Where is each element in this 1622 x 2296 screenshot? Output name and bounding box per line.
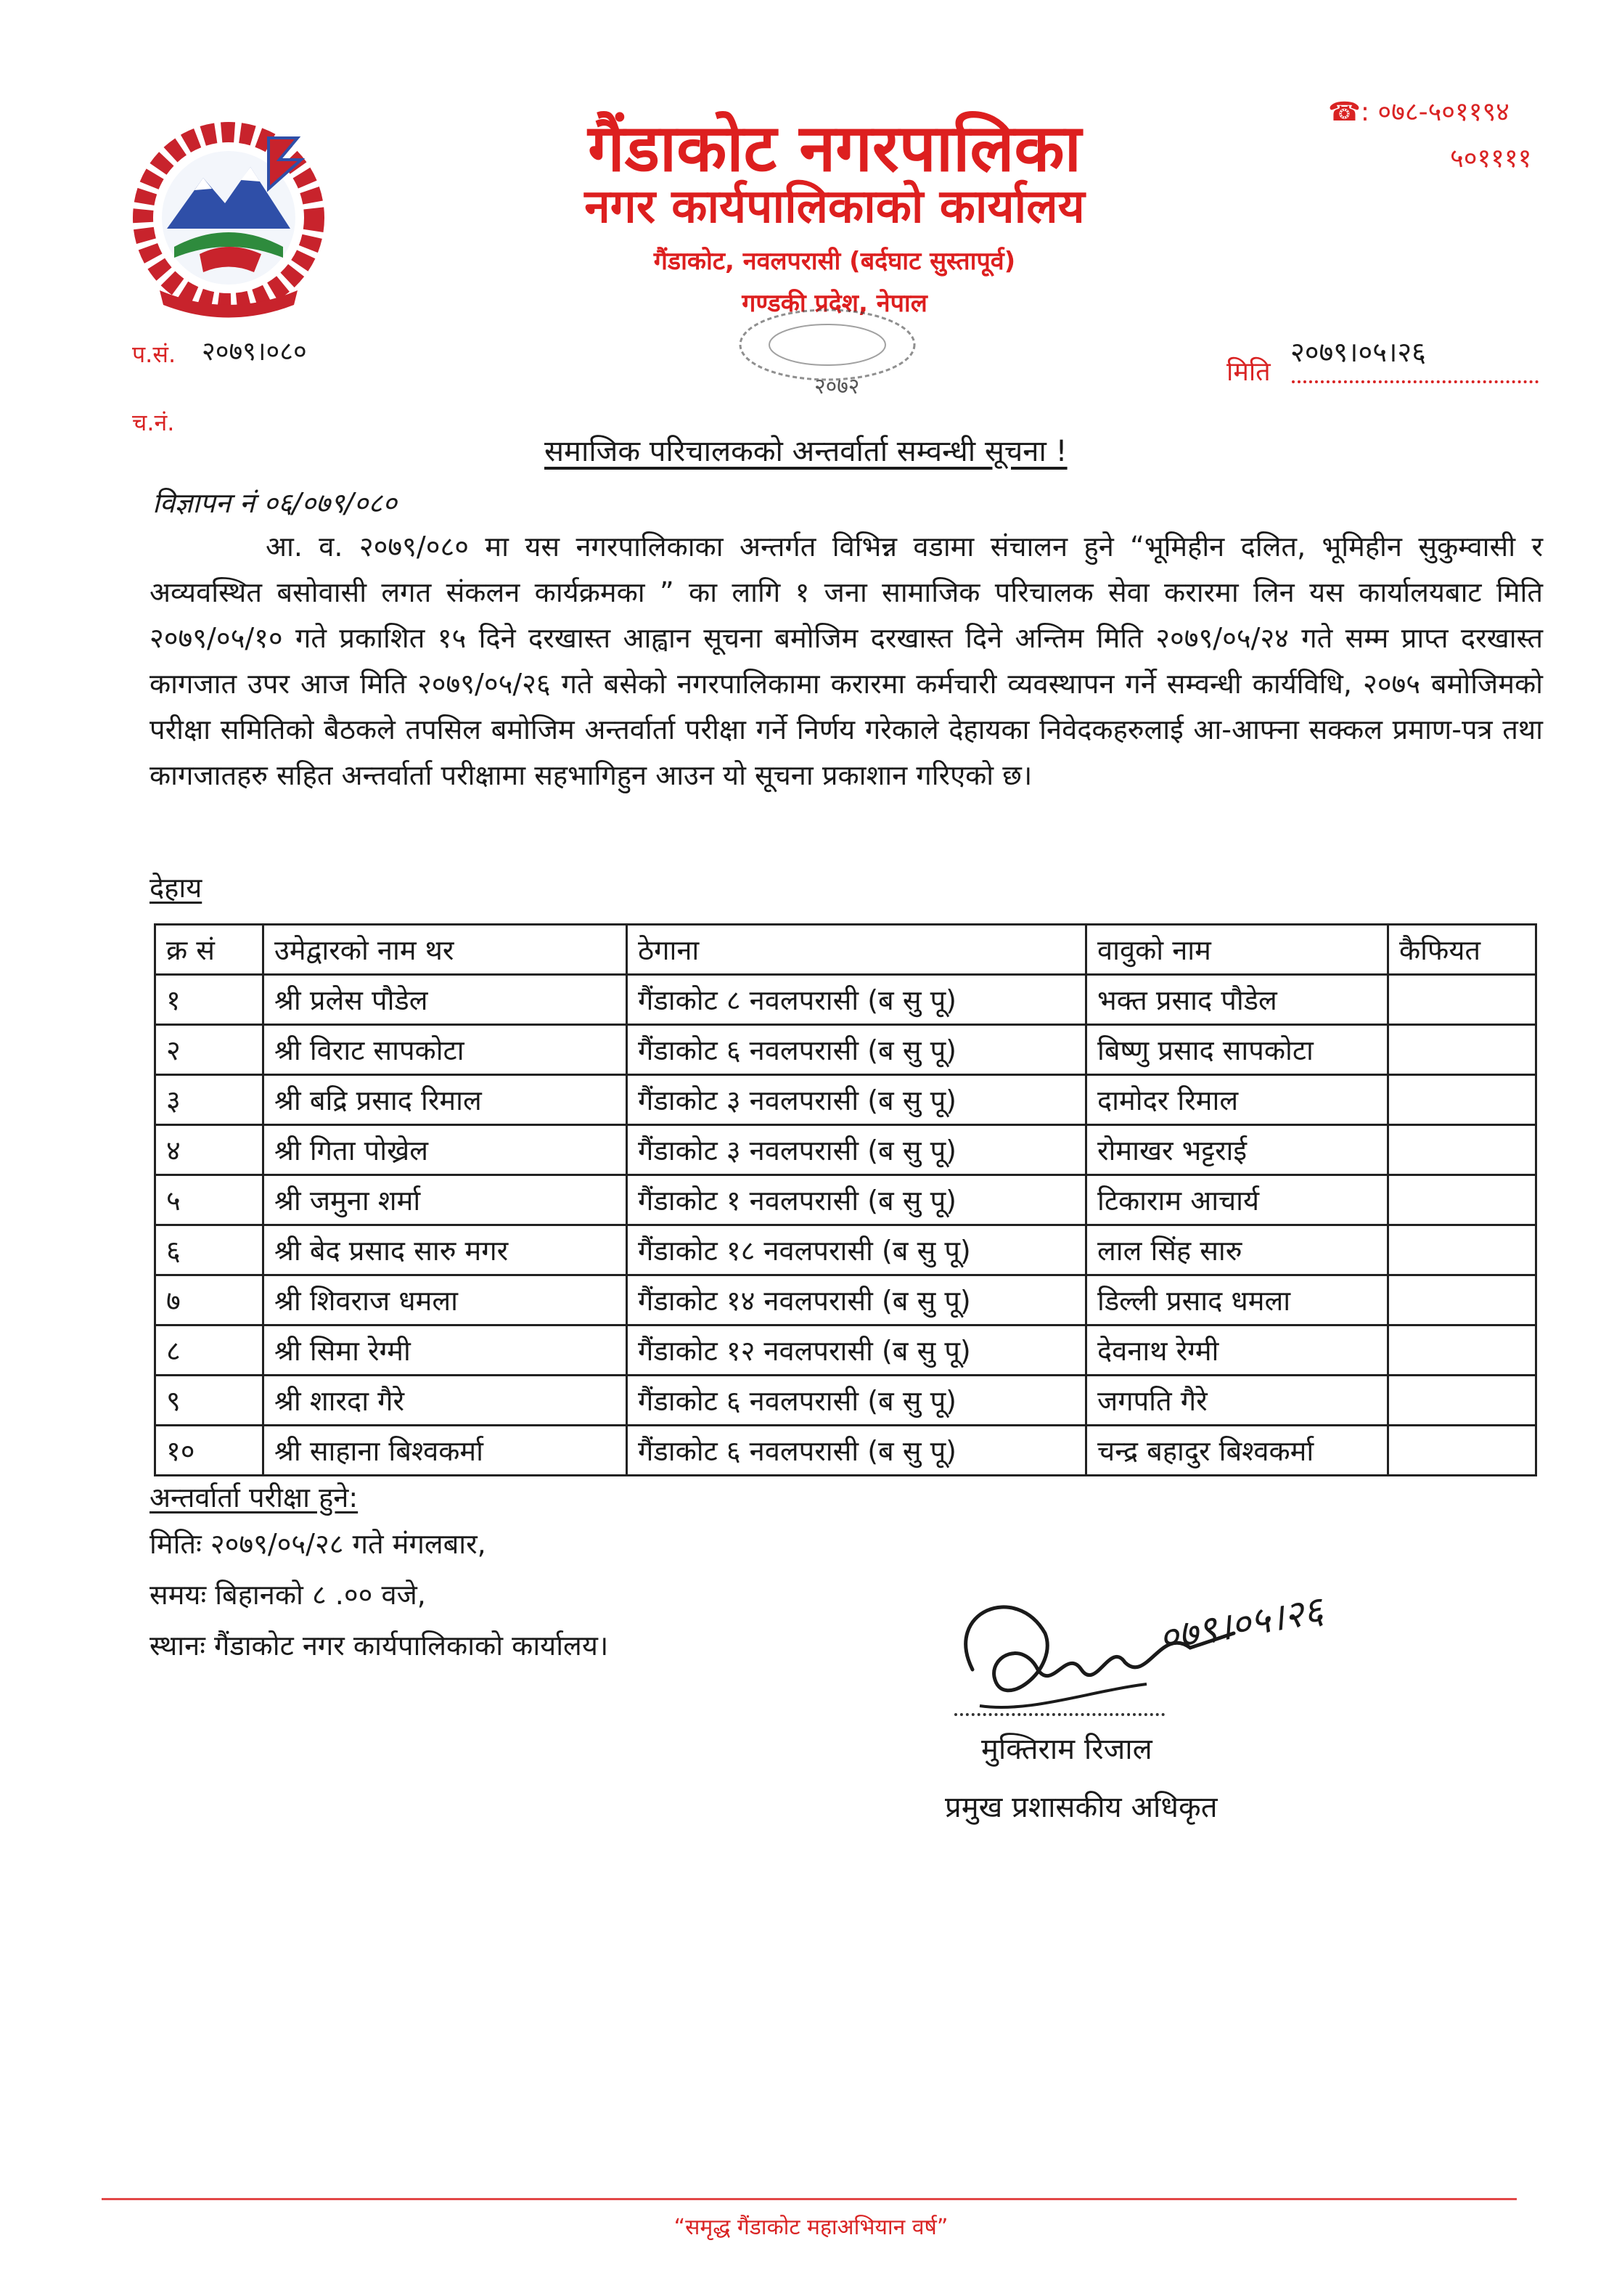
cell-remarks [1388,975,1536,1025]
table-row [155,1325,1536,1376]
footer-divider [102,2198,1517,2200]
cell-address: गैंडाकोट १४ नवलपरासी (ब सु पू) [627,1275,1086,1325]
cell-father: भक्त प्रसाद पौडेल [1086,975,1388,1025]
notice-body: आ. व. २०७९/०८० मा यस नगरपालिकाका अन्तर्गत विभिन्न वडामा संचालन हुने “भूमिहीन दलित, भूमिहीन सुकुम्वासी र अव्यवस्थित बसोवासी लगत संकलन कार्यक्रमका ” का लागि १ जना सामाजिक परिचालक सेवा करारमा लिन यस कार्यालयबाट मिति २०७९/०५/१० गते प्रकाशित १५ दिने दरखास्त आह्वान सूचना बमोजिम दरखास्त दिने अन्तिम मिति २०७९/०५/२४ गते सम्म प्राप्त दरखास्त कागजात उपर आज मिति २०७९/०५/२६ गते बसेको नगरपालिकामा करारमा कर्मचारी व्यवस्थापन गर्ने सम्वन्धी कार्यविधि, २०७५ बमोजिमको परीक्षा समितिको बैठकले तपसिल बमोजिम अन्तर्वार्ता परीक्षा गर्ने निर्णय गरेकाले देहायका निवेदकहरुलाई आ-आफ्ना सक्कल प्रमाण-पत्र तथा कागजातहरु सहित अन्तर्वार्ता परीक्षामा सहभागिहुन आउन यो सूचना प्रकाशान गरिएको छ। [149,531,1543,791]
cell-name: श्री जमुना शर्मा [263,1175,627,1225]
cell-remarks [1388,1075,1536,1125]
cell-father: जगपति गैरे [1086,1376,1388,1426]
column-header-remarks: कैफियत [1388,925,1536,975]
table-row [155,975,1536,1025]
table-row [155,1075,1536,1125]
cell-remarks [1388,1376,1536,1426]
cell-remarks [1388,1225,1536,1275]
cell-name: श्री बेद प्रसाद सारु मगर [263,1225,627,1275]
nepal-emblem-icon [116,109,341,327]
interview-date: मितिः २०७९/०५/२८ गते मंगलबार, [149,1528,486,1560]
cell-remarks [1388,1426,1536,1476]
signer-title: प्रमुख प्रशासकीय अधिकृत [945,1791,1218,1824]
column-header-address: ठेगाना [627,925,1086,975]
table-row [155,1225,1536,1275]
table-row [155,1426,1536,1476]
cell-serial: ९ [155,1376,263,1426]
cell-address: गैंडाकोट १ नवलपरासी (ब सु पू) [627,1175,1086,1225]
interview-place: स्थानः गैंडाकोट नगर कार्यपालिकाको कार्यालय। [149,1630,609,1662]
cell-address: गैंडाकोट ६ नवलपरासी (ब सु पू) [627,1426,1086,1476]
office-name: नगर कार्यपालिकाको कार्यालय [584,180,1085,234]
cell-serial: ४ [155,1125,263,1175]
table-row [155,1175,1536,1225]
cell-address: गैंडाकोट ६ नवलपरासी (ब सु पू) [627,1025,1086,1075]
table-header-row [155,925,1536,975]
cell-name: श्री विराट सापकोटा [263,1025,627,1075]
cell-remarks [1388,1125,1536,1175]
cell-address: गैंडाकोट ६ नवलपरासी (ब सु पू) [627,1376,1086,1426]
cell-serial: ३ [155,1075,263,1125]
cell-name: श्री बद्रि प्रसाद रिमाल [263,1075,627,1125]
cell-name: श्री सिमा रेग्मी [263,1325,627,1376]
table-row [155,1376,1536,1426]
annex-label: देहाय [149,872,202,904]
table-row [155,1025,1536,1075]
cell-address: गैंडाकोट ३ नवलपरासी (ब सु पू) [627,1075,1086,1125]
cell-remarks [1388,1025,1536,1075]
cell-remarks [1388,1275,1536,1325]
org-province: गण्डकी प्रदेश, नेपाल [742,289,927,318]
date-label: मिति [1226,357,1271,387]
signer-name: मुक्तिराम रिजाल [981,1733,1152,1766]
table-row [155,1125,1536,1175]
date-dotted-line [1292,380,1539,383]
cell-serial: ५ [155,1175,263,1225]
cell-name: श्री गिता पोख्रेल [263,1125,627,1175]
cell-serial: २ [155,1025,263,1075]
footer-slogan: “समृद्ध गैंडाकोट महाअभियान वर्ष” [673,2215,949,2240]
cell-serial: ८ [155,1325,263,1376]
cell-father: टिकाराम आचार्य [1086,1175,1388,1225]
column-header-serial: क्र सं [155,925,263,975]
org-address: गैंडाकोट, नवलपरासी (बर्दघाट सुस्तापूर्व) [653,247,1016,276]
signature-date: ०७९।०५।२६ [1155,1588,1327,1661]
cell-father: दामोदर रिमाल [1086,1075,1388,1125]
cell-serial: १ [155,975,263,1025]
cell-remarks [1388,1325,1536,1376]
cell-father: चन्द्र बहादुर बिश्वकर्मा [1086,1426,1388,1476]
reference-label: प.सं. [132,340,176,368]
interview-time: समयः बिहानको ८ .०० वजे, [149,1579,426,1611]
cell-father: देवनाथ रेग्मी [1086,1325,1388,1376]
cell-remarks [1388,1175,1536,1225]
cell-name: श्री शारदा गैरे [263,1376,627,1426]
cell-address: गैंडाकोट १८ नवलपरासी (ब सु पू) [627,1225,1086,1275]
cell-address: गैंडाकोट ८ नवलपरासी (ब सु पू) [627,975,1086,1025]
cell-name: श्री शिवराज धमला [263,1275,627,1325]
table-row [155,1275,1536,1325]
cell-name: श्री साहाना बिश्वकर्मा [263,1426,627,1476]
cell-father: डिल्ली प्रसाद धमला [1086,1275,1388,1325]
cell-father: रोमाखर भट्टराई [1086,1125,1388,1175]
cell-name: श्री प्रलेस पौडेल [263,975,627,1025]
issue-date: २०७९।०५।२६ [1290,336,1426,368]
cell-father: लाल सिंह सारु [1086,1225,1388,1275]
cell-serial: १० [155,1426,263,1476]
cell-serial: ६ [155,1225,263,1275]
cell-address: गैंडाकोट ३ नवलपरासी (ब सु पू) [627,1125,1086,1175]
signature-dotted-line [954,1713,1165,1716]
cell-serial: ७ [155,1275,263,1325]
advertisement-number: विज्ञापन नं ०६/०७९/०८० [152,487,397,519]
phone-number: ☎: ०७८-५०११९४ [1328,97,1510,127]
phone-number-alt: ५०११११ [1450,144,1532,173]
reference-number: २०७९।०८० [202,337,307,367]
column-header-father: वावुको नाम [1086,925,1388,975]
cell-father: बिष्णु प्रसाद सापकोटा [1086,1025,1388,1075]
interview-heading: अन्तर्वार्ता परीक्षा हुने: [149,1482,359,1513]
notice-title: समाजिक परिचालकको अन्तर्वार्ता सम्वन्धी सूचना ! [544,435,1068,468]
column-header-name: उमेद्वारको नाम थर [263,925,627,975]
cell-address: गैंडाकोट १२ नवलपरासी (ब सु पू) [627,1325,1086,1376]
org-name: गैंडाकोट नगरपालिका [588,110,1081,187]
stamp-year: २०७२ [814,374,860,399]
candidate-table [154,923,1537,1476]
dispatch-number-label: च.नं. [132,409,175,436]
